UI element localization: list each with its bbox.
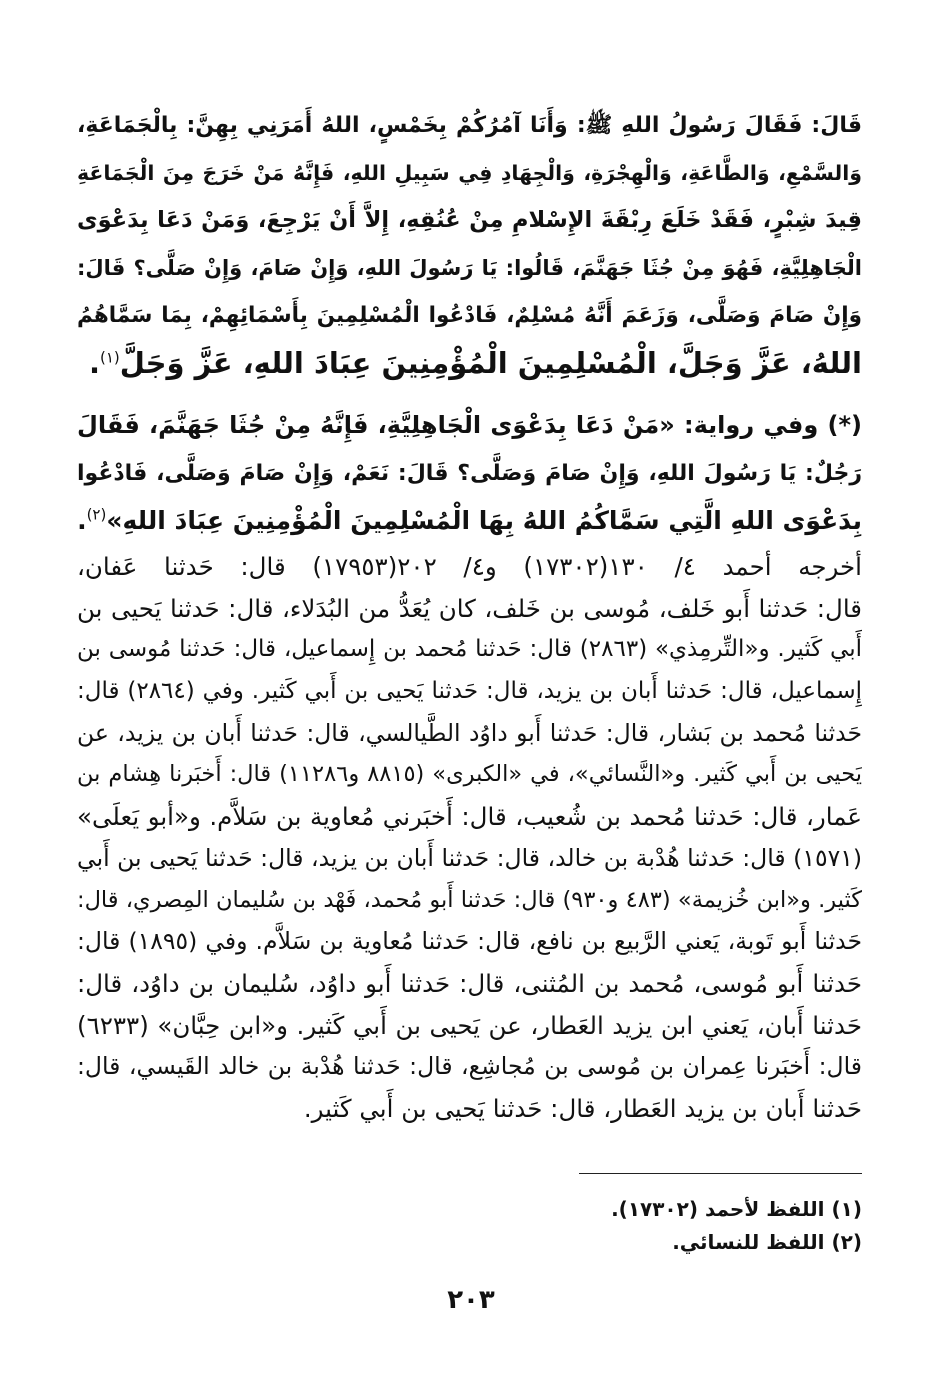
- riwaya-line: (*) وفي رواية: «مَنْ دَعَا بِدَعْوَى الْجَاهِلِيَّةِ، فَإِنَّهُ مِنْ جُثَا جَهَنَّمَ، فَقَالَ: [77, 411, 862, 439]
- takhrij-line: قال: أَخبَرنا عِمران بن مُوسى بن مُجاشِع، قال: حَدثنا هُدْبة بن خالد القَيسي، قال:: [77, 1052, 862, 1081]
- hadith-line: الْجَاهِلِيَّةِ، فَهُوَ مِنْ جُثَا جَهَنَّمَ، قَالُوا: يَا رَسُولَ اللهِ، وَإِنْ صَامَ، وَإِنْ صَلَّى؟ قَالَ:: [77, 255, 862, 280]
- page-number: ٢٠٣: [447, 1285, 495, 1315]
- takhrij-line: (١٥٧١) قال: حَدثنا هُدْبة بن خالد، قال: حَدثنا أَبان بن يزيد، قال: حَدثنا يَحيى بن أَبي: [77, 843, 862, 872]
- takhrij-line: يَحيى بن أَبي كَثير. و«النَّسائي»، في «الكبرى» (٨٨١٥ و١١٢٨٦) قال: أَخبَرنا هِشام بن: [77, 761, 862, 788]
- footnote-1: (١) اللفظ لأحمد (١٧٣٠٢).: [611, 1197, 862, 1221]
- takhrij-line: كَثير. و«ابن خُزيمة» (٤٨٣ و٩٣٠) قال: حَدثنا أَبو مُحمد، فَهْد بن سُليمان المِصري، قال:: [77, 886, 862, 913]
- takhrij-line: حَدثنا أَبان بن يزيد العَطار، قال: حَدثنا يَحيى بن أَبي كَثير.: [303, 1093, 862, 1123]
- takhrij-line: حَدثنا أَبان، يَعني ابن يزيد العَطار، عن يَحيى بن أَبي كَثير. و«ابن حِبَّان» (٦٢٣٣): [77, 1010, 862, 1040]
- hadith-last-line: [77, 340, 862, 388]
- takhrij-text: [77, 546, 862, 1130]
- takhrij-line: أخرجه أحمد ٤/ ١٣٠(١٧٣٠٢) و٤/ ٢٠٢(١٧٩٥٣) قال: حَدثنا عَفان،: [77, 552, 862, 581]
- riwaya-line: بِدَعْوَى اللهِ الَّتِي سَمَّاكُمُ اللهُ بِهَا الْمُسْلِمِينَ الْمُؤْمِنِينَ عِبَادَ اللهِ»: [106, 506, 862, 535]
- takhrij-line: حَدثنا مُحمد بن بَشار، قال: حَدثنا أَبو داوُد الطَّيالسي، قال: حَدثنا أَبان بن يزيد، عن: [77, 718, 862, 747]
- takhrij-line: حَدثنا أَبو مُوسى، مُحمد بن المُثنى، قال: حَدثنا أَبو داوُد، سُليمان بن داوُد، قال:: [77, 968, 862, 998]
- hadith-line: وَالسَّمْعِ، وَالطَّاعَةِ، وَالْهِجْرَةِ، وَالْجِهَادِ فِي سَبِيلِ اللهِ، فَإِنَّهُ مَنْ خَرَجَ مِنَ الْجَمَاعَةِ: [77, 160, 862, 185]
- takhrij-line: أَبي كَثير. و«التِّرمِذي» (٢٨٦٣) قال: حَدثنا مُحمد بن إِسماعيل، قال: حَدثنا مُوسى بن: [77, 636, 862, 663]
- hadith-line: قِيدَ شِبْرٍ، فَقَدْ خَلَعَ رِبْقَةَ الإِسْلامِ مِنْ عُنُقِهِ، إِلاَّ أَنْ يَرْجِعَ، وَمَنْ دَعَا بِدَعْوَى: [77, 207, 862, 233]
- footnote-divider: [579, 1173, 862, 1174]
- end-mark: .: [88, 345, 100, 380]
- hadith-line: قَالَ: فَقَالَ رَسُولُ اللهِ ﷺ: وَأَنَا آمُرُكُمْ بِخَمْسٍ، اللهُ أَمَرَنِي بِهِنَّ: بِالْجَمَاعَةِ،: [77, 113, 862, 138]
- takhrij-line: قال: حَدثنا أَبو خَلف، مُوسى بن خَلف، كان يُعَدُّ من البُدَلاء، قال: حَدثنا يَحيى بن: [77, 593, 862, 623]
- takhrij-line: عَمار، قال: حَدثنا مُحمد بن شُعيب، قال: أَخبَرني مُعاوية بن سَلاَّم. و«أبو يَعلَى»: [77, 802, 862, 832]
- riwaya-last-line: [77, 497, 862, 545]
- footnote-ref: (١): [99, 347, 120, 366]
- footnote-ref: (٢): [86, 505, 107, 524]
- takhrij-line: حَدثنا أَبو تَوبة، يَعني الرَّبيع بن نافع، قال: حَدثنا مُعاوية بن سَلاَّم. وفي (١٨٩٥) قال:: [77, 927, 862, 956]
- footnote-2: (٢) اللفظ للنسائي.: [672, 1230, 862, 1254]
- end-mark: .: [77, 506, 87, 535]
- riwaya-text: [77, 402, 862, 545]
- hadith-text: [77, 102, 862, 387]
- riwaya-line: رَجُلٌ: يَا رَسُولَ اللهِ، وَإِنْ صَامَ وَصَلَّى؟ قَالَ: نَعَمْ، وَإِنْ صَامَ وَصَلَّى، فَادْعُوا: [77, 460, 862, 486]
- hadith-line: اللهُ، عَزَّ وَجَلَّ، الْمُسْلِمِينَ الْمُؤْمِنِينَ عِبَادَ اللهِ، عَزَّ وَجَلَّ: [119, 345, 862, 380]
- hadith-line: وَإِنْ صَامَ وَصَلَّى، وَزَعَمَ أَنَّهُ مُسْلِمٌ، فَادْعُوا الْمُسْلِمِينَ بِأَسْمَائِهِمْ، بِمَا سَمَّاهُمُ: [77, 303, 862, 328]
- takhrij-line: إِسماعيل، قال: حَدثنا أَبان بن يزيد، قال: حَدثنا يَحيى بن أَبي كَثير. وفي (٢٨٦٤) قال:: [77, 678, 862, 705]
